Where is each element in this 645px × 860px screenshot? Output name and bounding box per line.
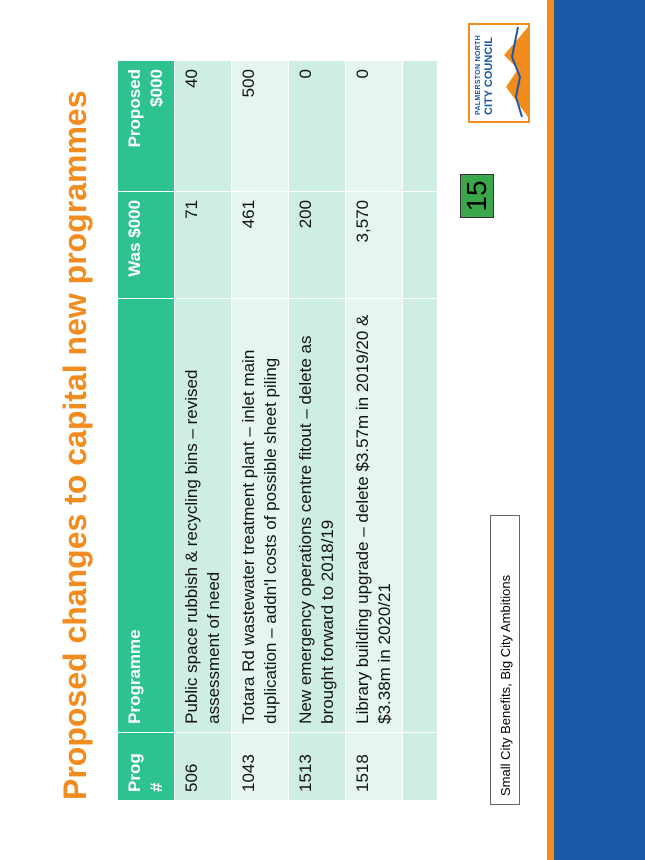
- cell-programme: New emergency operations centre fitout – delete as brought forward to 2018/19: [289, 298, 346, 732]
- table-row: [232, 61, 289, 801]
- table-row-empty: [403, 61, 437, 801]
- cell-prog: 1043: [232, 732, 289, 800]
- programmes-table: [118, 60, 437, 800]
- logo-line1: PALMERSTON NORTH: [475, 35, 482, 115]
- cell-proposed: [403, 61, 437, 192]
- footer-band: [554, 0, 645, 860]
- cell-proposed: 40: [175, 61, 232, 192]
- cell-was: [403, 191, 437, 298]
- page-number: 15: [460, 174, 494, 218]
- header-programme: Programme: [118, 298, 175, 732]
- cell-proposed: 0: [289, 61, 346, 192]
- cell-was: 200: [289, 191, 346, 298]
- cell-programme: Library building upgrade – delete $3.57m in 2019/20 & $3.38m in 2020/21: [346, 298, 403, 732]
- cell-proposed: 0: [346, 61, 403, 192]
- council-logo: [468, 23, 530, 123]
- header-proposed: Proposed $000: [118, 61, 175, 192]
- cell-prog: 506: [175, 732, 232, 800]
- logo-line2: CITY COUNCIL: [483, 36, 495, 115]
- header-was: Was $000: [118, 191, 175, 298]
- cell-proposed: 500: [232, 61, 289, 192]
- cell-programme: [403, 298, 437, 732]
- cell-programme: Public space rubbish & recycling bins – revised assessment of need: [175, 298, 232, 732]
- cell-was: 461: [232, 191, 289, 298]
- cell-prog: 1513: [289, 732, 346, 800]
- logo-mountain-icon: [500, 27, 528, 117]
- cell-prog: 1518: [346, 732, 403, 800]
- table-row: [346, 61, 403, 801]
- footer-tagline: Small City Benefits, Big City Ambitions: [490, 515, 520, 805]
- cell-was: 3,570: [346, 191, 403, 298]
- header-prog: Prog #: [118, 732, 175, 800]
- page-title: Proposed changes to capital new programmes: [57, 90, 93, 800]
- table-row: [175, 61, 232, 801]
- cell-was: 71: [175, 191, 232, 298]
- cell-prog: [403, 732, 437, 800]
- table-header-row: [118, 61, 175, 801]
- table-row: [289, 61, 346, 801]
- cell-programme: Totara Rd wastewater treatment plant – inlet main duplication – addn'l costs of possible sheet piling: [232, 298, 289, 732]
